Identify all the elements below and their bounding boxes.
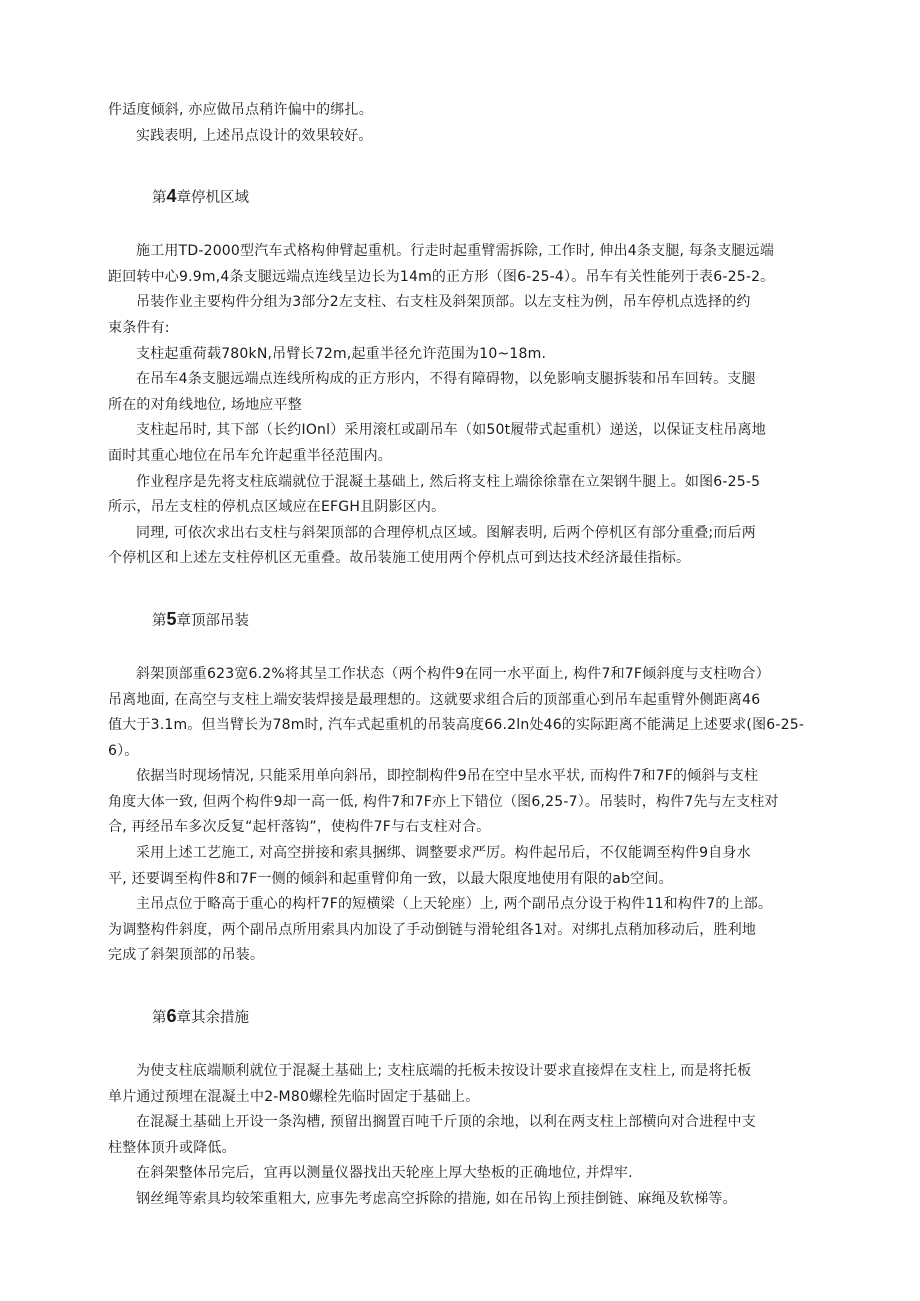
body-line: 施工用TD-2000型汽车式格构伸臂起重机。行走时起重臂需拆除, 工作时, 伸出4条支腿, 每条支腿远端 xyxy=(136,243,775,260)
body-line: 采用上述工艺施工, 对高空拼接和索具捆绑、调整要求严厉。构件起吊后，不仅能调至构件9自身水 xyxy=(136,845,751,862)
document-page xyxy=(108,98,808,1213)
body-line: 同理, 可依次求出右支柱与斜架顶部的合理停机点区域。图解表明, 后两个停机区有部分重叠;而后两 xyxy=(136,524,756,541)
heading-title: 章停机区域 xyxy=(176,190,250,207)
heading-number: 6 xyxy=(166,1006,177,1027)
body-line: 在斜架整体吊完后，宜再以测量仪器找出天轮座上厚大垫板的正确地位, 并焊牢. xyxy=(136,1165,633,1182)
chapter-4-heading xyxy=(108,183,808,209)
body-line: 柱整体顶升或降低。 xyxy=(108,1139,236,1156)
heading-number: 4 xyxy=(166,186,177,207)
body-line: 完成了斜架顶部的吊装。 xyxy=(108,947,265,964)
body-line: 角度大体一致, 但两个构件9却一高一低, 构件7和7F亦上下错位（图6,25-7）。吊装时，构件7先与左支柱对 xyxy=(108,793,779,810)
body-line: 平, 还要调至构件8和7F一侧的倾斜和起重臂仰角一致，以最大限度地使用有限的ab空间。 xyxy=(108,870,673,887)
body-line: 值大于3.1m。但当臂长为78m时, 汽车式起重机的吊装高度66.2ln处46的实际距离不能满足上述要求(图6-25- xyxy=(108,717,805,734)
body-line: 吊装作业主要构件分组为3部分2左支柱、右支柱及斜架顶部。以左支柱为例，吊车停机点选择的约 xyxy=(136,294,751,311)
body-line: 个停机区和上述左支柱停机区无重叠。故吊装施工使用两个停机点可到达技术经济最佳指标。 xyxy=(108,550,691,567)
chapter-5-heading xyxy=(108,606,808,632)
body-line: 在吊车4条支腿远端点连线所构成的正方形内，不得有障碍物，以免影响支腿拆装和吊车回转。支腿 xyxy=(136,371,756,388)
body-line: 距回转中心9.9m,4条支腿远端点连线呈边长为14m的正方形（图6-25-4）。吊车有关性能列于表6-25-2。 xyxy=(108,268,775,285)
body-line: 吊离地面, 在高空与支柱上端安装焊接是最理想的。这就要求组合后的顶部重心到吊车起重臂外侧距离46 xyxy=(108,691,761,708)
heading-title: 章其余措施 xyxy=(176,1010,250,1027)
heading-prefix: 第 xyxy=(152,1010,167,1027)
body-line: 支柱起吊时, 其下部（长约IOnl）采用滚杠或副吊车（如50t履带式起重机）递送，以保证支柱吊离地 xyxy=(136,422,766,439)
body-line: 依据当时现场情况, 只能采用单向斜吊，即控制构件9吊在空中呈水平状, 而构件7和7F的倾斜与支柱 xyxy=(136,768,759,785)
body-line: 支柱起重荷载780kN,吊臂长72m,起重半径允许范围为10~18m. xyxy=(136,345,547,362)
body-line: 实践表明, 上述吊点设计的效果较好。 xyxy=(136,127,373,144)
body-line: 面时其重心地位在吊车允许起重半径范围内。 xyxy=(108,447,392,464)
heading-number: 5 xyxy=(166,608,177,629)
body-line: 为调整构件斜度，两个副吊点所用索具内加设了手动倒链与滑轮组各1对。对绑扎点稍加移动后，胜利地 xyxy=(108,921,757,938)
chapter-6-heading xyxy=(108,1003,808,1029)
body-line: 件适度倾斜, 亦应做吊点稍许偏中的绑扎。 xyxy=(108,102,373,118)
body-line: 所在的对角线地位, 场地应平整 xyxy=(108,396,302,413)
body-line: 所示，吊左支柱的停机点区域应在EFGH且阴影区内。 xyxy=(108,499,446,516)
body-line: 合, 再经吊车多次反复“起杆落钩”，使构件7F与右支柱对合。 xyxy=(108,819,491,836)
body-line: 在混凝土基础上开设一条沟槽, 预留出搁置百吨千斤顶的余地，以利在两支柱上部横向对合进程中支 xyxy=(136,1114,756,1131)
heading-prefix: 第 xyxy=(152,190,167,207)
heading-title: 章顶部吊装 xyxy=(176,612,250,629)
body-line: 为使支柱底端顺利就位于混凝土基础上; 支柱底端的托板未按设计要求直接焊在支柱上, 而是将托板 xyxy=(136,1063,752,1080)
body-line: 主吊点位于略高于重心的构杆7F的短横梁（上天轮座）上, 两个副吊点分设于构件11和构件7的上部。 xyxy=(136,896,773,913)
body-line: 作业程序是先将支柱底端就位于混凝土基础上, 然后将支柱上端徐徐靠在立架钢牛腿上。如图6-25-5 xyxy=(136,473,761,490)
body-line: 束条件有: xyxy=(108,319,170,336)
body-line: 斜架顶部重623宽6.2%将其呈工作状态（两个构件9在同一水平面上, 构件7和7F倾斜度与支柱吻合） xyxy=(136,665,770,682)
body-line: 6）。 xyxy=(108,742,139,759)
body-line: 钢丝绳等索具均较笨重粗大, 应事先考虑高空拆除的措施, 如在吊钩上预挂倒链、麻绳及软梯等。 xyxy=(136,1191,737,1207)
heading-prefix: 第 xyxy=(152,612,167,629)
body-line: 单片通过预埋在混凝土中2-M80螺栓先临时固定于基础上。 xyxy=(108,1088,480,1105)
